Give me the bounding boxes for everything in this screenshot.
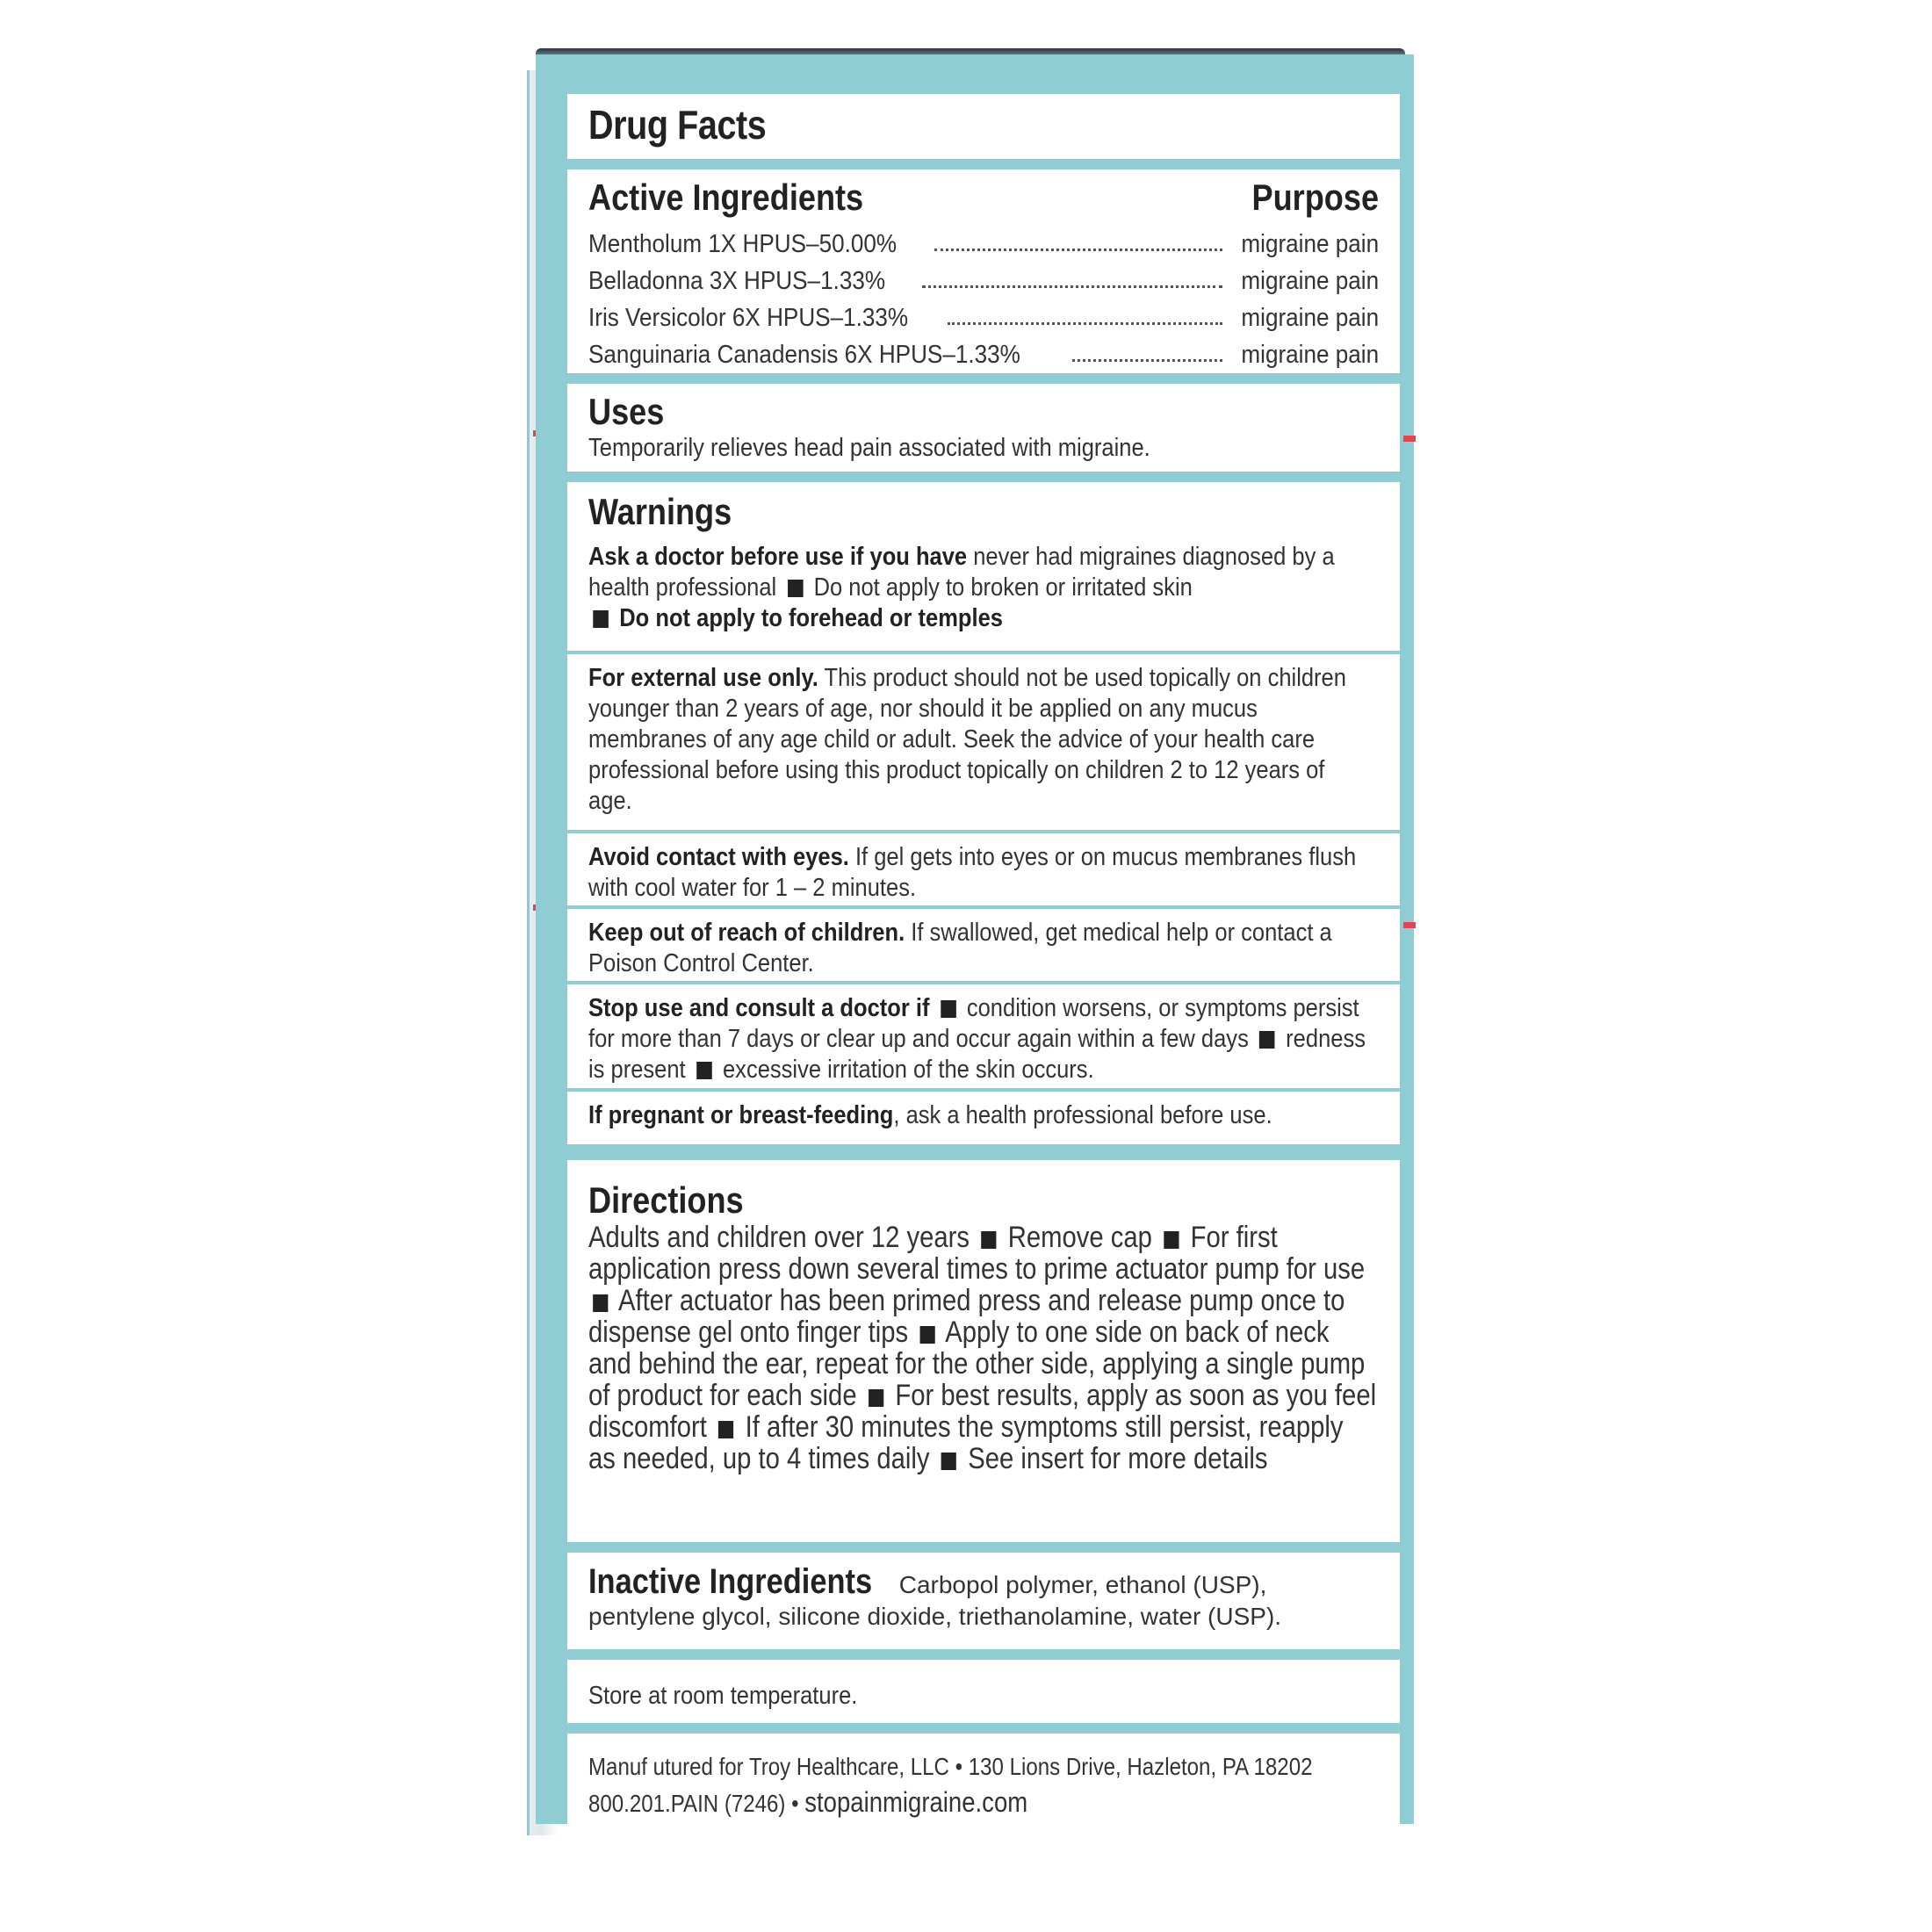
uses-heading: Uses [588, 391, 665, 432]
children-warning-label: Keep out of reach of children. [588, 919, 905, 947]
storage-text: Store at room temperature. [588, 1682, 858, 1710]
active-ingredients-section [567, 169, 1400, 373]
active-ingredients-heading: Active Ingredients [588, 177, 864, 218]
ingredient-name: Belladonna 3X HPUS–1.33% [588, 267, 886, 295]
direction-item: See insert for more details [961, 1442, 1268, 1475]
external-use-block [567, 654, 1400, 830]
direction-item: For first application press down several times to prime actuator pump for use [588, 1221, 1366, 1286]
inactive-ingredients-section [567, 1553, 1400, 1649]
pregnancy-warning-label: If pregnant or breast-feeding [588, 1101, 894, 1129]
drug-facts-title-section [567, 94, 1400, 159]
storage-section [567, 1660, 1400, 1723]
leader-dots [1072, 359, 1222, 362]
ingredient-purpose: migraine pain [1241, 304, 1379, 332]
external-use-label: For external use only. [588, 664, 818, 692]
ask-doctor-text: never had migraines diagnosed by a health professional [588, 543, 1335, 602]
warnings-ask-doctor-block [567, 482, 1400, 651]
stop-use-item: redness is present [588, 1025, 1366, 1084]
eye-contact-block [567, 833, 1400, 905]
leader-dots [934, 249, 1222, 251]
drug-facts-title: Drug Facts [588, 102, 767, 148]
ask-doctor-label: Ask a doctor before use if you have [588, 543, 968, 571]
leader-dots [948, 322, 1222, 325]
bullet-square-icon [696, 1062, 712, 1079]
stop-use-block [567, 984, 1400, 1088]
drug-facts-panel [536, 54, 1414, 1824]
external-use-text: This product should not be used topically on children younger than 2 years of age, nor should it be applied on any mucus membranes of any age child or adult. Seek the advice of your health care professional before using this product topically on children 2 to 12 years of age. [588, 664, 1346, 815]
ingredient-row [588, 222, 1379, 259]
stop-use-label: Stop use and consult a doctor if [588, 994, 930, 1022]
warnings-heading: Warnings [588, 491, 732, 532]
stop-use-item: condition worsens, or symptoms persist for more than 7 days or clear up and occur again within a few days [588, 994, 1359, 1053]
bullet-square-icon [593, 1294, 608, 1312]
warnings-section [567, 482, 1400, 1150]
ingredient-name: Mentholum 1X HPUS–50.00% [588, 230, 898, 258]
uses-text: Temporarily relieves head pain associated with migraine. [588, 434, 1150, 462]
bullet-square-icon [919, 1326, 934, 1344]
directions-section [567, 1160, 1400, 1542]
ingredient-purpose: migraine pain [1241, 341, 1379, 369]
manufacturer-phone: 800.201.PAIN (7246) • [588, 1790, 805, 1817]
directions-text [588, 1222, 1377, 1474]
inactive-ingredients-text: Carbopol polymer, ethanol (USP), pentylene glycol, silicone dioxide, triethanolamine, water (USP). [588, 1571, 1282, 1630]
direction-item: Apply to one side on back of neck and behind the ear, repeat for the other side, applying a single pump of product for each side [588, 1316, 1366, 1412]
manufacturer-section [567, 1734, 1400, 1830]
website-url: stopainmigraine.com [804, 1786, 1028, 1818]
ingredient-row [588, 296, 1379, 333]
box-edge-stripe [1403, 922, 1416, 928]
bullet-square-icon [941, 1453, 956, 1470]
ingredient-name: Iris Versicolor 6X HPUS–1.33% [588, 304, 909, 332]
eye-contact-label: Avoid contact with eyes. [588, 843, 849, 871]
inactive-ingredients-heading: Inactive Ingredients [588, 1562, 873, 1601]
pregnancy-warning-block [567, 1092, 1400, 1144]
ask-doctor-item: Do not apply to broken or irritated skin [807, 573, 1193, 602]
bullet-square-icon [593, 610, 609, 628]
direction-item: For best results, apply as soon as you feel discomfort [588, 1379, 1377, 1444]
bullet-square-icon [788, 580, 804, 597]
leader-dots [922, 285, 1222, 288]
direction-item: Remove cap [1000, 1221, 1152, 1254]
eye-contact-text: If gel gets into eyes or on mucus membranes flush with cool water for 1 – 2 minutes. [588, 843, 1357, 902]
ingredient-purpose: migraine pain [1241, 267, 1379, 295]
direction-item: Adults and children over 12 years [588, 1221, 970, 1254]
ingredient-name: Sanguinaria Canadensis 6X HPUS–1.33% [588, 341, 1020, 369]
bullet-square-icon [1259, 1031, 1275, 1049]
children-warning-text: If swallowed, get medical help or contact a Poison Control Center. [588, 919, 1332, 977]
direction-item: After actuator has been primed press and release pump once to dispense gel onto finger tips [588, 1284, 1345, 1349]
purpose-heading: Purpose [1251, 177, 1379, 218]
pregnancy-warning-text: , ask a health professional before use. [893, 1101, 1272, 1129]
uses-section [567, 384, 1400, 472]
bullet-square-icon [1164, 1231, 1179, 1249]
bullet-square-icon [981, 1231, 996, 1249]
children-warning-block [567, 909, 1400, 981]
ingredient-row [588, 333, 1379, 370]
ingredient-purpose: migraine pain [1241, 230, 1379, 258]
bullet-square-icon [869, 1389, 883, 1407]
manufacturer-address: Manuf utured for Troy Healthcare, LLC • 130 Lions Drive, Hazleton, PA 18202 [588, 1753, 1313, 1780]
bullet-square-icon [718, 1421, 733, 1438]
stop-use-item: excessive irritation of the skin occurs. [716, 1056, 1094, 1084]
ask-doctor-item-bold: Do not apply to forehead or temples [613, 604, 1003, 632]
direction-item: If after 30 minutes the symptoms still persist, reapply as needed, up to 4 times daily [588, 1410, 1344, 1475]
ingredient-row [588, 259, 1379, 296]
directions-heading: Directions [588, 1179, 744, 1221]
box-edge-stripe [1403, 436, 1416, 442]
bullet-square-icon [941, 1000, 956, 1018]
